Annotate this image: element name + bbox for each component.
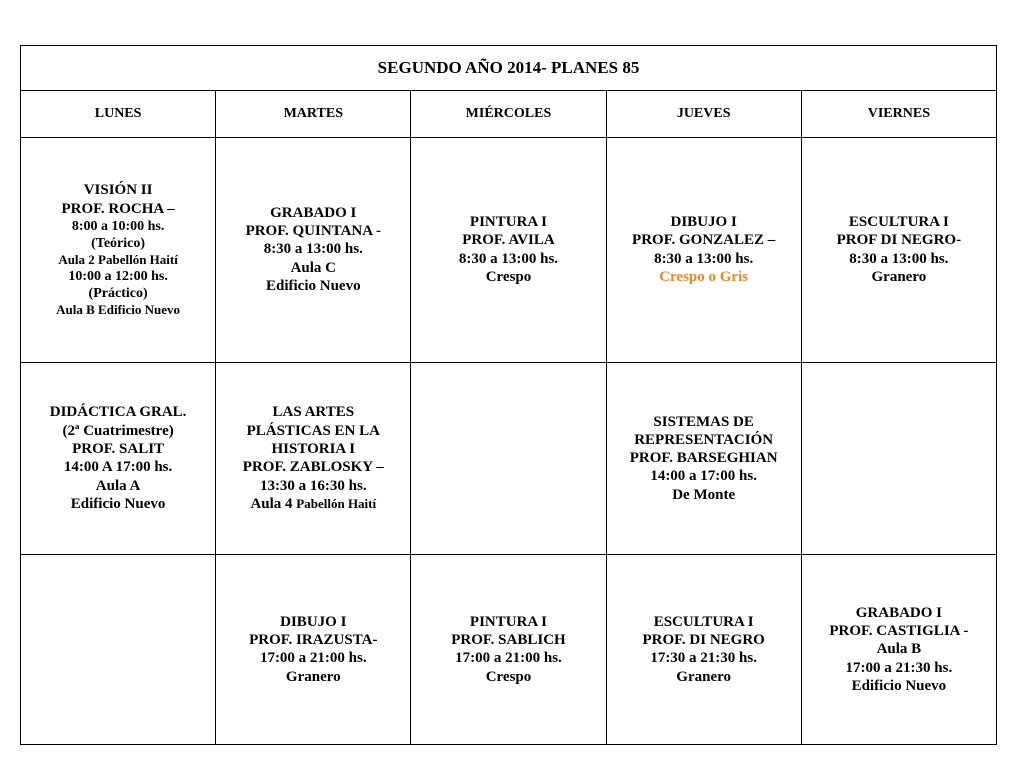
cell-viernes-morning: [801, 137, 996, 362]
time: 8:30 a 13:00 hs.: [263, 241, 363, 258]
location: Aula B: [876, 641, 922, 658]
location: De Monte: [672, 486, 736, 503]
professor: PROF DI NEGRO-: [836, 232, 962, 249]
cell-lunes-afternoon: [21, 362, 216, 554]
course-name: ESCULTURA I: [653, 613, 754, 630]
course-name: DIBUJO I: [280, 613, 347, 630]
professor: PROF. IRAZUSTA-: [249, 632, 378, 649]
location-room: Aula 4: [250, 495, 297, 512]
cell-martes-morning: [216, 137, 411, 362]
time: 17:30 a 21:30 hs.: [650, 650, 757, 667]
location: Crespo o Gris: [659, 268, 749, 285]
day-header-jueves: JUEVES: [606, 91, 801, 137]
time: 17:00 a 21:00 hs.: [259, 650, 367, 667]
note: (2ª Cuatrimestre): [62, 422, 174, 439]
location: Aula A: [95, 477, 141, 494]
day-header-lunes: LUNES: [21, 91, 216, 137]
location: Granero: [676, 668, 732, 685]
location: Aula B Edificio Nuevo: [56, 302, 181, 318]
days-header-row: [21, 91, 997, 137]
course-name: SISTEMAS DE: [653, 413, 754, 430]
professor: PROF. DI NEGRO: [642, 632, 765, 649]
time: 17:00 a 21:30 hs.: [845, 659, 953, 676]
course-name: DIDÁCTICA GRAL.: [49, 404, 187, 421]
time: 14:00 a 17:00 hs.: [650, 468, 757, 485]
time: 14:00 A 17:00 hs.: [63, 459, 173, 476]
cell-miercoles-evening: [411, 554, 606, 744]
course-name: ESCULTURA I: [848, 214, 949, 231]
professor: PROF. ROCHA –: [61, 200, 175, 217]
professor: PROF. QUINTANA -: [245, 223, 381, 240]
time: 8:30 a 13:00 hs.: [654, 250, 754, 267]
time: 8:30 a 13:00 hs.: [849, 250, 949, 267]
schedule-row-morning: [21, 137, 997, 362]
professor: PROF. CASTIGLIA -: [829, 622, 969, 639]
schedule-row-evening: [21, 554, 997, 744]
time: 13:30 a 16:30 hs.: [259, 477, 367, 494]
location: Crespo: [485, 268, 532, 285]
course-name: LAS ARTES: [272, 404, 355, 421]
location: Granero: [285, 668, 341, 685]
location: Edificio Nuevo: [851, 677, 947, 694]
time: 8:30 a 13:00 hs.: [458, 250, 559, 267]
course-name: VISIÓN II: [83, 182, 153, 199]
time: 17:00 a 21:00 hs.: [455, 650, 562, 667]
location: [220, 495, 406, 513]
location: Aula 2 Pabellón Haití: [58, 252, 178, 268]
course-name: PINTURA I: [469, 613, 548, 630]
cell-viernes-afternoon: [801, 362, 996, 554]
cell-martes-evening: [216, 554, 411, 744]
location: Aula C: [290, 259, 336, 276]
location-building: Pabellón Haití: [296, 495, 377, 511]
cell-jueves-evening: [606, 554, 801, 744]
cell-jueves-afternoon: [606, 362, 801, 554]
professor: PROF. GONZALEZ –: [632, 232, 776, 249]
course-name: HISTORIA I: [271, 441, 356, 458]
note: (Teórico): [91, 236, 146, 251]
location: Edificio Nuevo: [265, 278, 361, 295]
course-name: PINTURA I: [469, 214, 548, 231]
professor: PROF. SALIT: [72, 441, 165, 458]
professor: PROF. BARSEGHIAN: [629, 450, 778, 467]
course-name: DIBUJO I: [670, 214, 737, 231]
cell-lunes-evening: [21, 554, 216, 744]
day-header-miercoles: MIÉRCOLES: [411, 91, 606, 137]
cell-viernes-evening: [801, 554, 996, 744]
course-name: GRABADO I: [855, 604, 942, 621]
cell-miercoles-afternoon: [411, 362, 606, 554]
location: Granero: [871, 268, 927, 285]
time: 8:00 a 10:00 hs.: [71, 218, 165, 234]
location: Edificio Nuevo: [70, 495, 166, 512]
time: 10:00 a 12:00 hs.: [68, 268, 168, 284]
professor: PROF. AVILA: [462, 232, 555, 249]
schedule-row-afternoon: [21, 362, 997, 554]
day-header-martes: MARTES: [216, 91, 411, 137]
title-row: [21, 46, 997, 91]
cell-lunes-morning: [21, 137, 216, 362]
professor: PROF. ZABLOSKY –: [242, 459, 384, 476]
schedule-table: [20, 45, 997, 745]
location: Crespo: [485, 668, 532, 685]
course-name: PLÁSTICAS EN LA: [246, 422, 380, 439]
cell-miercoles-morning: [411, 137, 606, 362]
course-name: GRABADO I: [270, 204, 357, 221]
note: (Práctico): [88, 286, 148, 302]
cell-martes-afternoon: [216, 362, 411, 554]
course-name: REPRESENTACIÓN: [634, 431, 774, 448]
day-header-viernes: VIERNES: [801, 91, 996, 137]
professor: PROF. SABLICH: [451, 632, 566, 649]
cell-jueves-morning: [606, 137, 801, 362]
schedule-title: SEGUNDO AÑO 2014- PLANES 85: [21, 46, 997, 91]
